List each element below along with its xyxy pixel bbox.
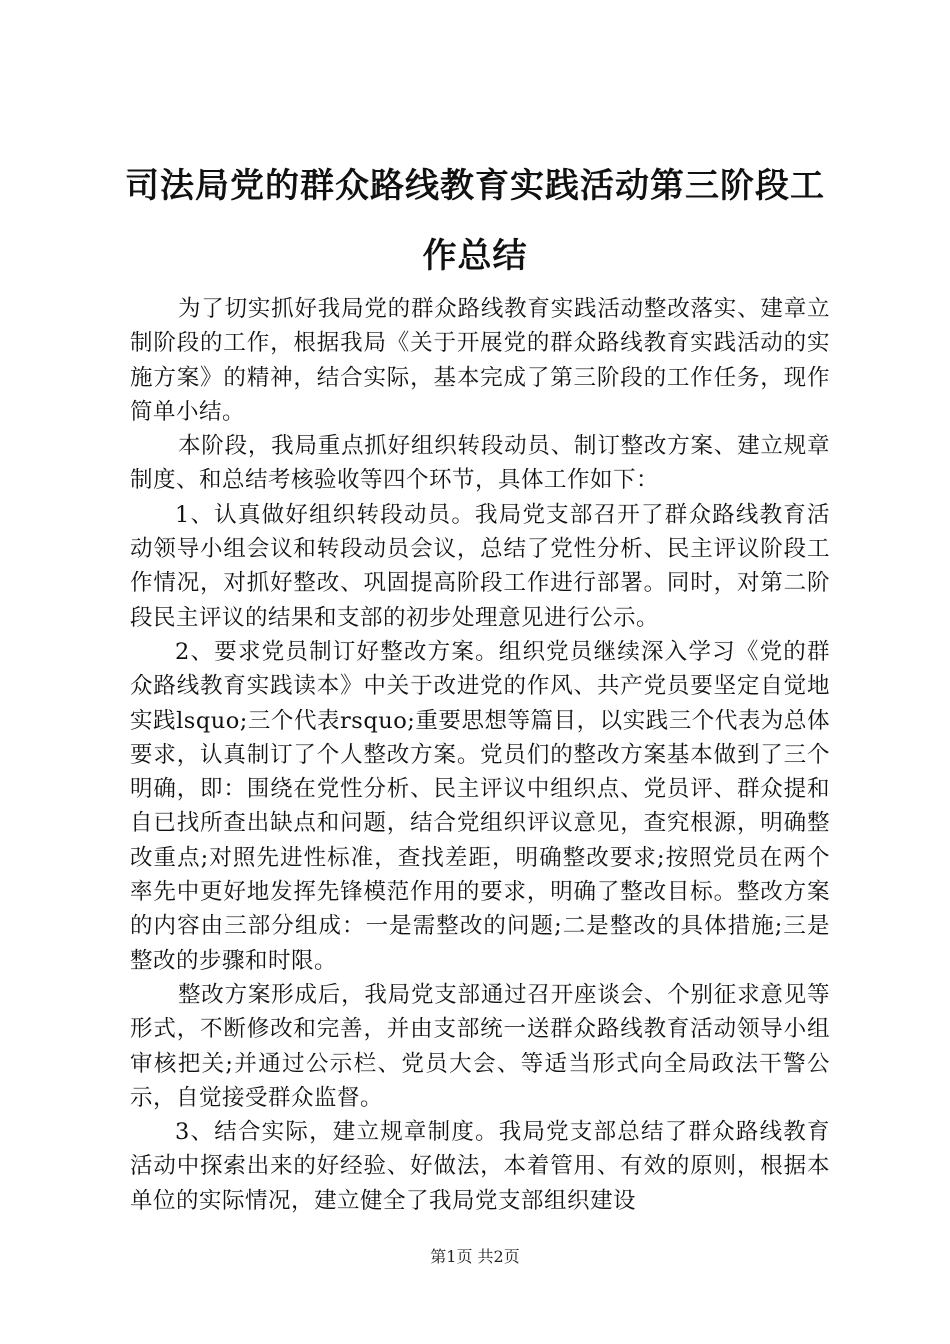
paragraph-intro: 为了切实抓好我局党的群众路线教育实践活动整改落实、建章立制阶段的工作，根据我局《关于开展党的群众路线教育实践活动的实施方案》的精神，结合实际，基本完成了第三阶段的工作任务，现作简单小结。 (130, 296, 830, 425)
paragraph-item-1: 1、认真做好组织转段动员。我局党支部召开了群众路线教育活动领导小组会议和转段动员会议，总结了党性分析、民主评议阶段工作情况，对抓好整改、巩固提高阶段工作进行部署。同时，对第二阶段民主评议的结果和支部的初步处理意见进行公示。 (130, 501, 830, 631)
paragraph-overview: 本阶段，我局重点抓好组织转段动员、制订整改方案、建立规章制度、和总结考核验收等四个环节，具体工作如下： (130, 433, 830, 494)
document-title-line-1: 司法局党的群众路线教育实践活动第三阶段工 (125, 166, 825, 206)
paragraph-item-2: 2、要求党员制订好整改方案。组织党员继续深入学习《党的群众路线教育实践读本》中关于改进党的作风、共产党员要坚定自觉地实践lsquo;三个代表rsquo;重要思想等篇目，以实践三个代表为总体要求，认真制订了个人整改方案。党员们的整改方案基本做到了三个明确，即：围绕在党性分析、民主评议中组织点、党员评、群众提和自已找所查出缺点和问题，结合党组织评议意见，查究根源，明确整改重点;对照先进性标准，查找差距，明确整改要求;按照党员在两个率先中更好地发挥先锋模范作用的要求，明确了整改目标。整改方案的内容由三部分组成：一是需整改的问题;二是整改的具体措施;三是整改的步骤和时限。 (130, 638, 830, 974)
document-body (130, 292, 830, 1218)
page-footer: 第1页 共2页 (430, 1247, 520, 1266)
paragraph-item-3: 3、结合实际，建立规章制度。我局党支部总结了群众路线教育活动中探索出来的好经验、好做法，本着管用、有效的原则，根据本单位的实际情况，建立健全了我局党支部组织建设 (130, 1119, 830, 1214)
document-title-line-2: 作总结 (422, 236, 528, 276)
paragraph-item-2-followup: 整改方案形成后，我局党支部通过召开座谈会、个别征求意见等形式，不断修改和完善，并由支部统一送群众路线教育活动领导小组审核把关;并通过公示栏、党员大会、等适当形式向全局政法干警公示，自觉接受群众监督。 (130, 981, 830, 1111)
